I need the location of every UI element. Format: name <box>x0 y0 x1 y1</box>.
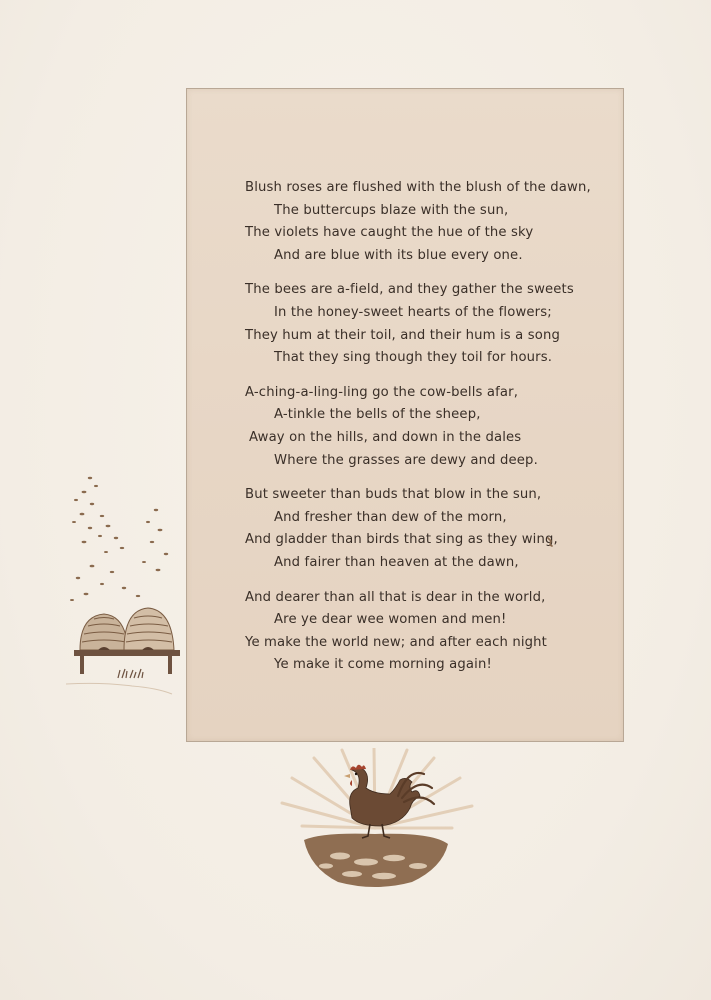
poem-line: The buttercups blaze with the sun, <box>274 202 509 218</box>
poem-plate <box>186 88 624 742</box>
poem-line: A-ching-a-ling-ling go the cow-bells afar, <box>245 384 519 400</box>
ink-speck-icon <box>546 537 554 547</box>
poem-line: Away on the hills, and down in the dales <box>249 429 522 445</box>
stanza-5 <box>245 587 605 677</box>
poem-line: Where the grasses are dewy and deep. <box>274 452 538 468</box>
stanza-1 <box>245 177 605 267</box>
poem-line: And fairer than heaven at the dawn, <box>274 554 519 570</box>
poem-line: And dearer than all that is dear in the world, <box>245 589 546 605</box>
stanza-3 <box>245 382 605 472</box>
poem-line: They hum at their toil, and their hum is a song <box>245 327 560 343</box>
stanza-4 <box>245 484 605 574</box>
poem-line: The violets have caught the hue of the sky <box>245 225 534 241</box>
rooster-at-sunrise-icon <box>262 748 488 893</box>
poem-line: In the honey-sweet hearts of the flowers; <box>274 304 552 320</box>
poem-line: Ye make the world new; and after each night <box>245 634 547 650</box>
poem-line: And fresher than dew of the morn, <box>274 509 507 525</box>
poem-line: Blush roses are flushed with the blush of the dawn, <box>245 180 591 195</box>
poem-line: The bees are a-field, and they gather the sweets <box>245 282 574 298</box>
poem-line: But sweeter than buds that blow in the sun, <box>245 487 542 503</box>
poem-line: A-tinkle the bells of the sheep, <box>274 407 481 423</box>
poem-line: That they sing though they toil for hours. <box>274 350 553 366</box>
stanza-2 <box>245 279 605 369</box>
beehives-with-bees-icon <box>62 470 187 700</box>
poem-text <box>245 177 605 689</box>
poem-line: And gladder than birds that sing as they wing, <box>245 532 558 548</box>
poem-line: Are ye dear wee women and men! <box>274 612 507 628</box>
poem-line: And are blue with its blue every one. <box>274 247 523 263</box>
poem-line: Ye make it come morning again! <box>274 657 492 673</box>
